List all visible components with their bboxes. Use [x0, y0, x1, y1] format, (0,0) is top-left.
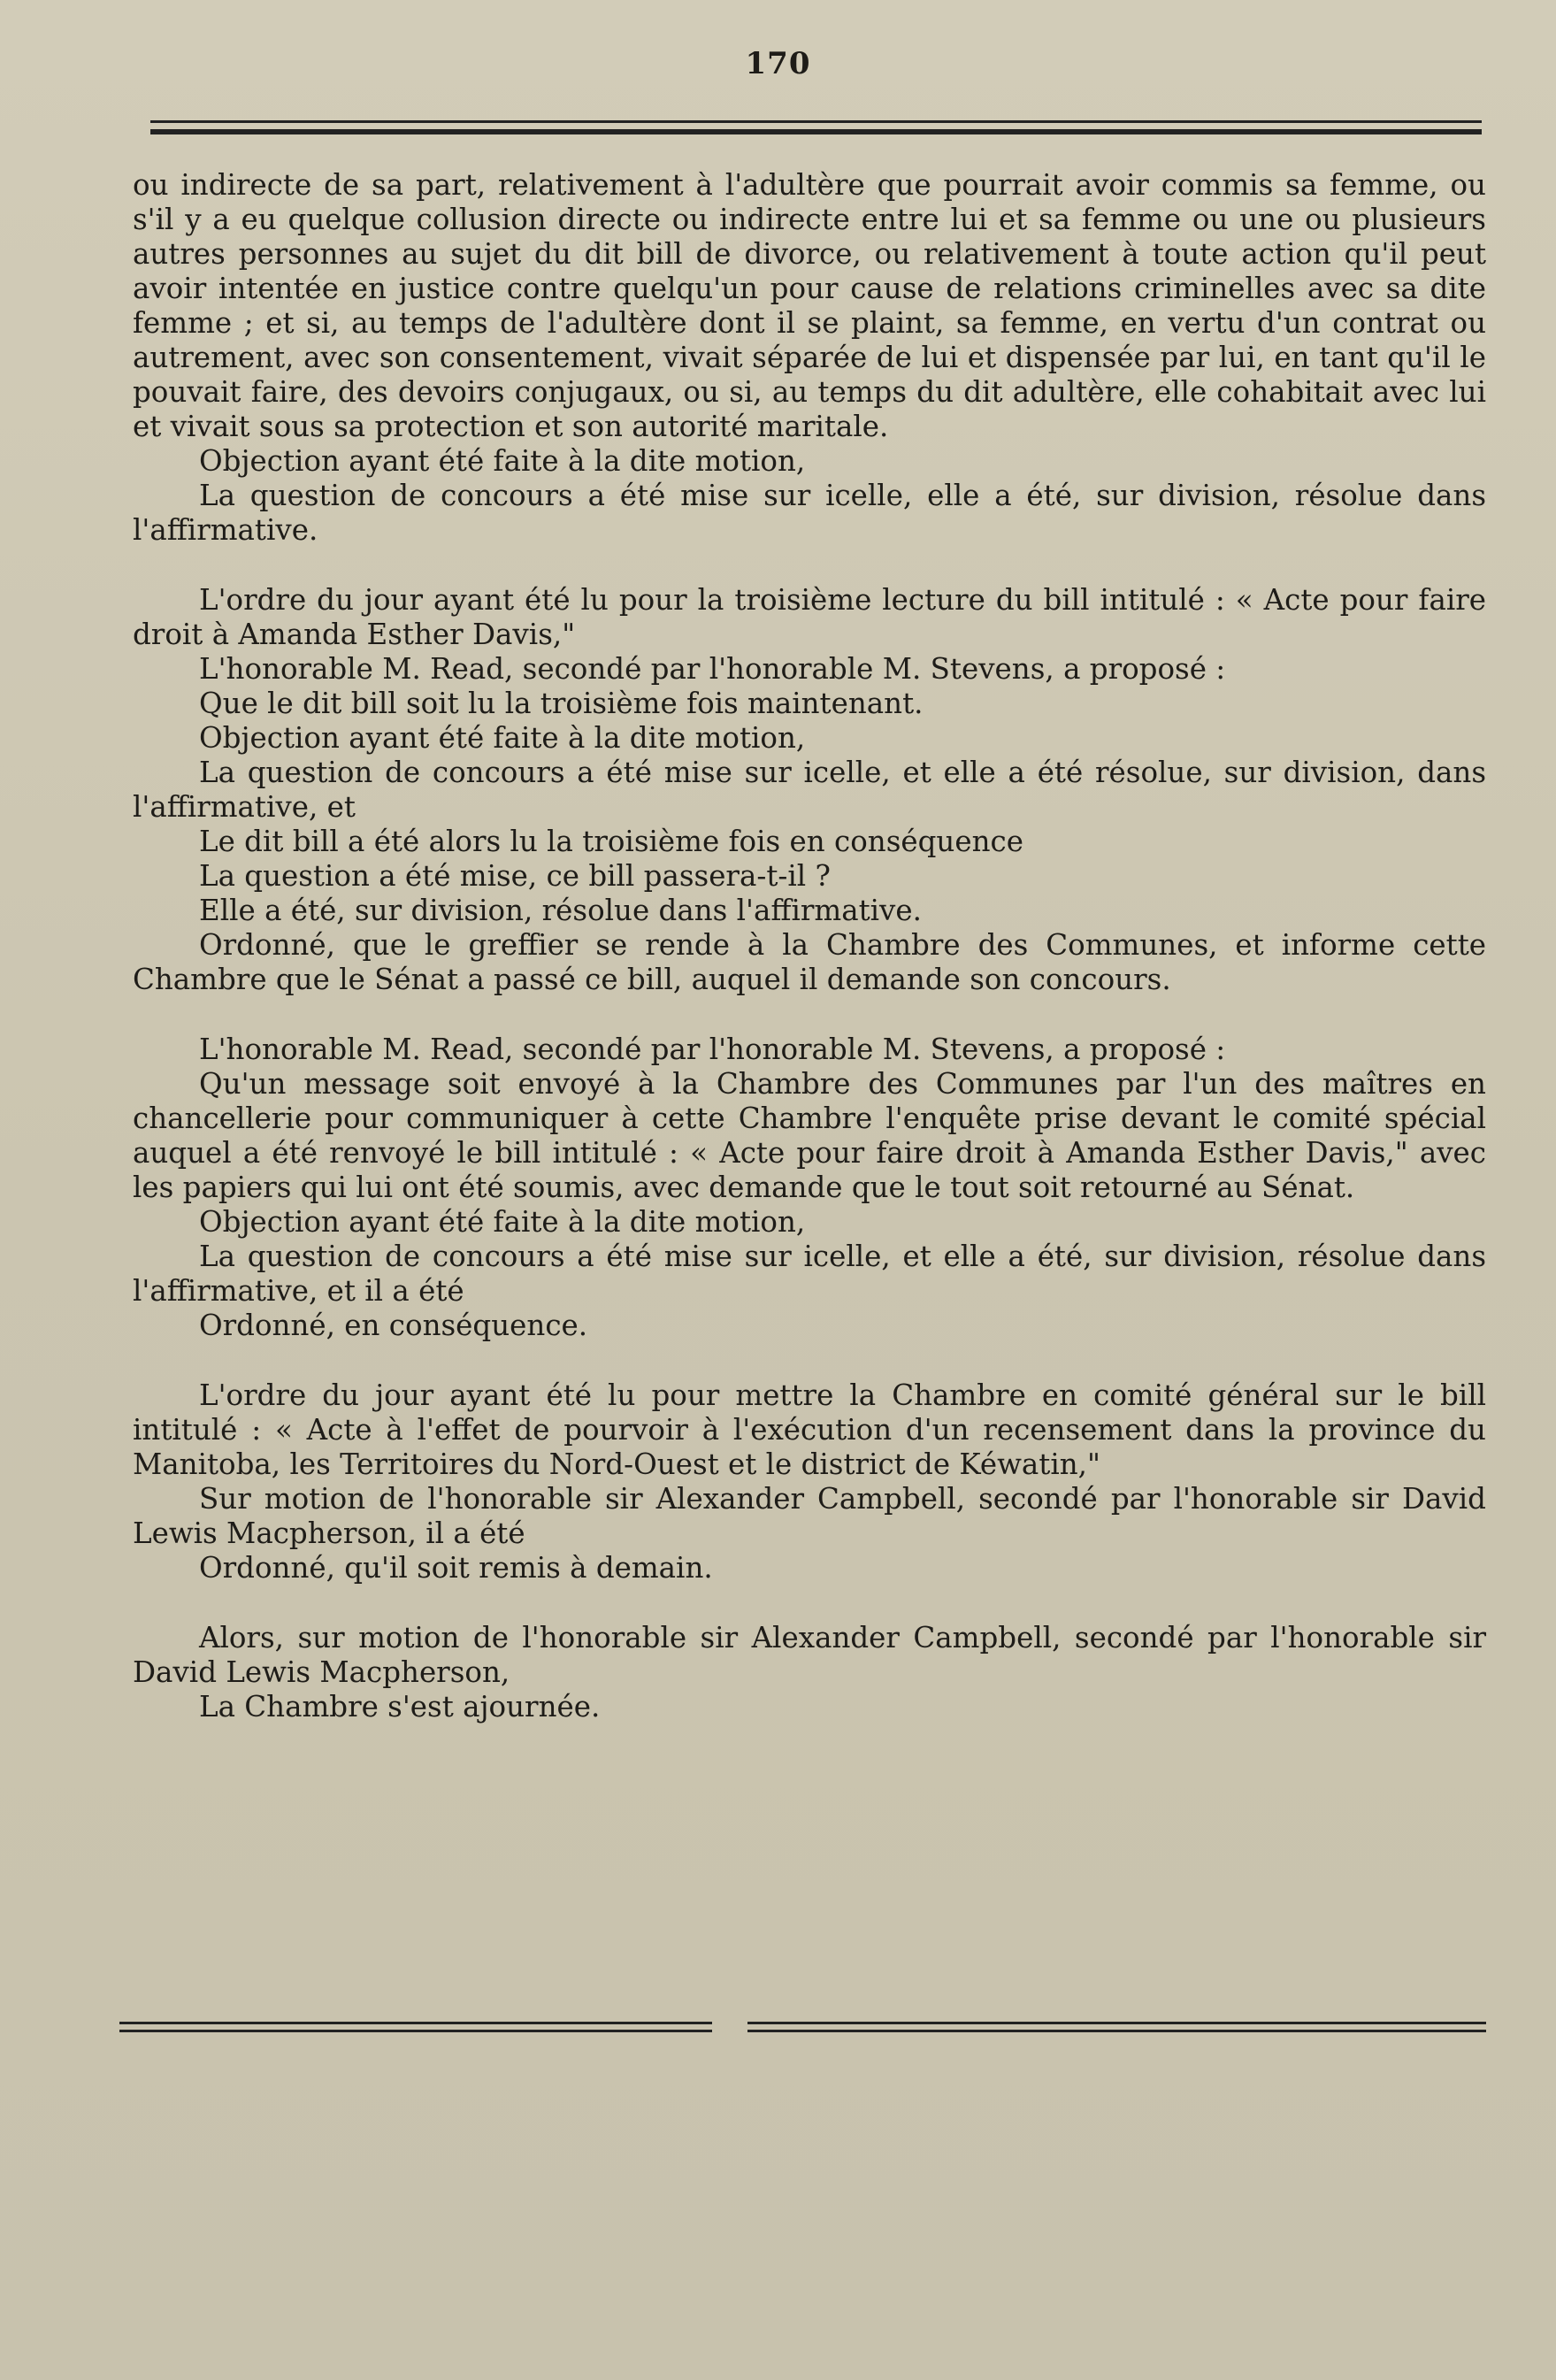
header-rule-bottom [150, 129, 1482, 134]
paragraph-p20: Ordonné, qu'il soit remis à demain. [199, 1551, 713, 1585]
paragraph-p14: Qu'un message soit envoyé à la Chambre des Communes par l'un des maîtres en chancellerie pour communiquer à cette Chambre l'enquête prise devant le comité spécial auquel a été renvoyé le bill intitulé : « Acte pour faire droit à Amanda Esther Davis," avec les papiers qui lui ont été soumis, avec demande que le tout soit retourné au Sénat. [133, 1067, 1486, 1204]
header-rule-top [150, 120, 1482, 123]
paragraph-p3: La question de concours a été mise sur icelle, elle a été, sur division, résolue dans l'affirmative. [133, 479, 1486, 547]
paragraph-p1: ou indirecte de sa part, relativement à l'adultère que pourrait avoir commis sa femme, ou s'il y a eu quelque collusion directe ou indirecte entre lui et sa femme ou une ou plusieurs autres personnes au sujet du dit bill de divorce, ou relativement à toute action qu'il peut avoir intentée en justice contre quelqu'un pour cause de relations criminelles avec sa dite femme ; et si, au temps de l'adultère dont il se plaint, sa femme, en vertu d'un contrat ou autrement, avec son consentement, vivait séparée de lui et dispensée par lui, en tant qu'il le pouvait faire, des devoirs conjugaux, ou si, au temps du dit adultère, elle cohabitait avec lui et vivait sous sa protection et son autorité maritale. [133, 168, 1486, 443]
page-number: 170 [745, 46, 811, 81]
paragraph-p7: Objection ayant été faite à la dite motion, [199, 721, 806, 755]
paragraph-p17: Ordonné, en conséquence. [199, 1309, 588, 1342]
paragraph-p6: Que le dit bill soit lu la troisième fois maintenant. [199, 687, 924, 720]
paragraph-p2: Objection ayant été faite à la dite motion, [199, 444, 806, 478]
paragraph-p16: La question de concours a été mise sur icelle, et elle a été, sur division, résolue dans l'affirmative, et il a été [133, 1240, 1486, 1308]
footer-rule-right-bottom [747, 2030, 1486, 2032]
footer-rule-right-top [747, 2022, 1486, 2024]
paragraph-p11: Elle a été, sur division, résolue dans l'affirmative. [199, 894, 922, 927]
paragraph-p21: Alors, sur motion de l'honorable sir Alexander Campbell, secondé par l'honorable sir David Lewis Macpherson, [133, 1621, 1486, 1689]
paragraph-p22: La Chambre s'est ajournée. [199, 1690, 601, 1724]
paragraph-p18: L'ordre du jour ayant été lu pour mettre la Chambre en comité général sur le bill intitulé : « Acte à l'effet de pourvoir à l'exécution d'un recensement dans la province du Manitoba, les Territoires du Nord-Ouest et le district de Kéwatin," [133, 1378, 1486, 1481]
footer-rule-left-top [119, 2022, 712, 2024]
paragraph-p9: Le dit bill a été alors lu la troisième fois en conséquence [199, 825, 1023, 858]
paragraph-p12: Ordonné, que le greffier se rende à la Chambre des Communes, et informe cette Chambre que le Sénat a passé ce bill, auquel il demande son concours. [133, 928, 1486, 996]
paragraph-p5: L'honorable M. Read, secondé par l'honorable M. Stevens, a proposé : [199, 652, 1226, 686]
footer-rule-left-bottom [119, 2030, 712, 2032]
paragraph-p15: Objection ayant été faite à la dite motion, [199, 1205, 806, 1239]
paragraph-p13: L'honorable M. Read, secondé par l'honorable M. Stevens, a proposé : [199, 1033, 1226, 1066]
paragraph-p4: L'ordre du jour ayant été lu pour la troisième lecture du bill intitulé : « Acte pour faire droit à Amanda Esther Davis," [133, 583, 1486, 651]
page-body [133, 168, 1486, 1724]
paragraph-p10: La question a été mise, ce bill passera-t-il ? [199, 859, 831, 893]
paragraph-p8: La question de concours a été mise sur icelle, et elle a été résolue, sur division, dans l'affirmative, et [133, 756, 1486, 824]
paragraph-p19: Sur motion de l'honorable sir Alexander Campbell, secondé par l'honorable sir David Lewis Macpherson, il a été [133, 1482, 1486, 1550]
